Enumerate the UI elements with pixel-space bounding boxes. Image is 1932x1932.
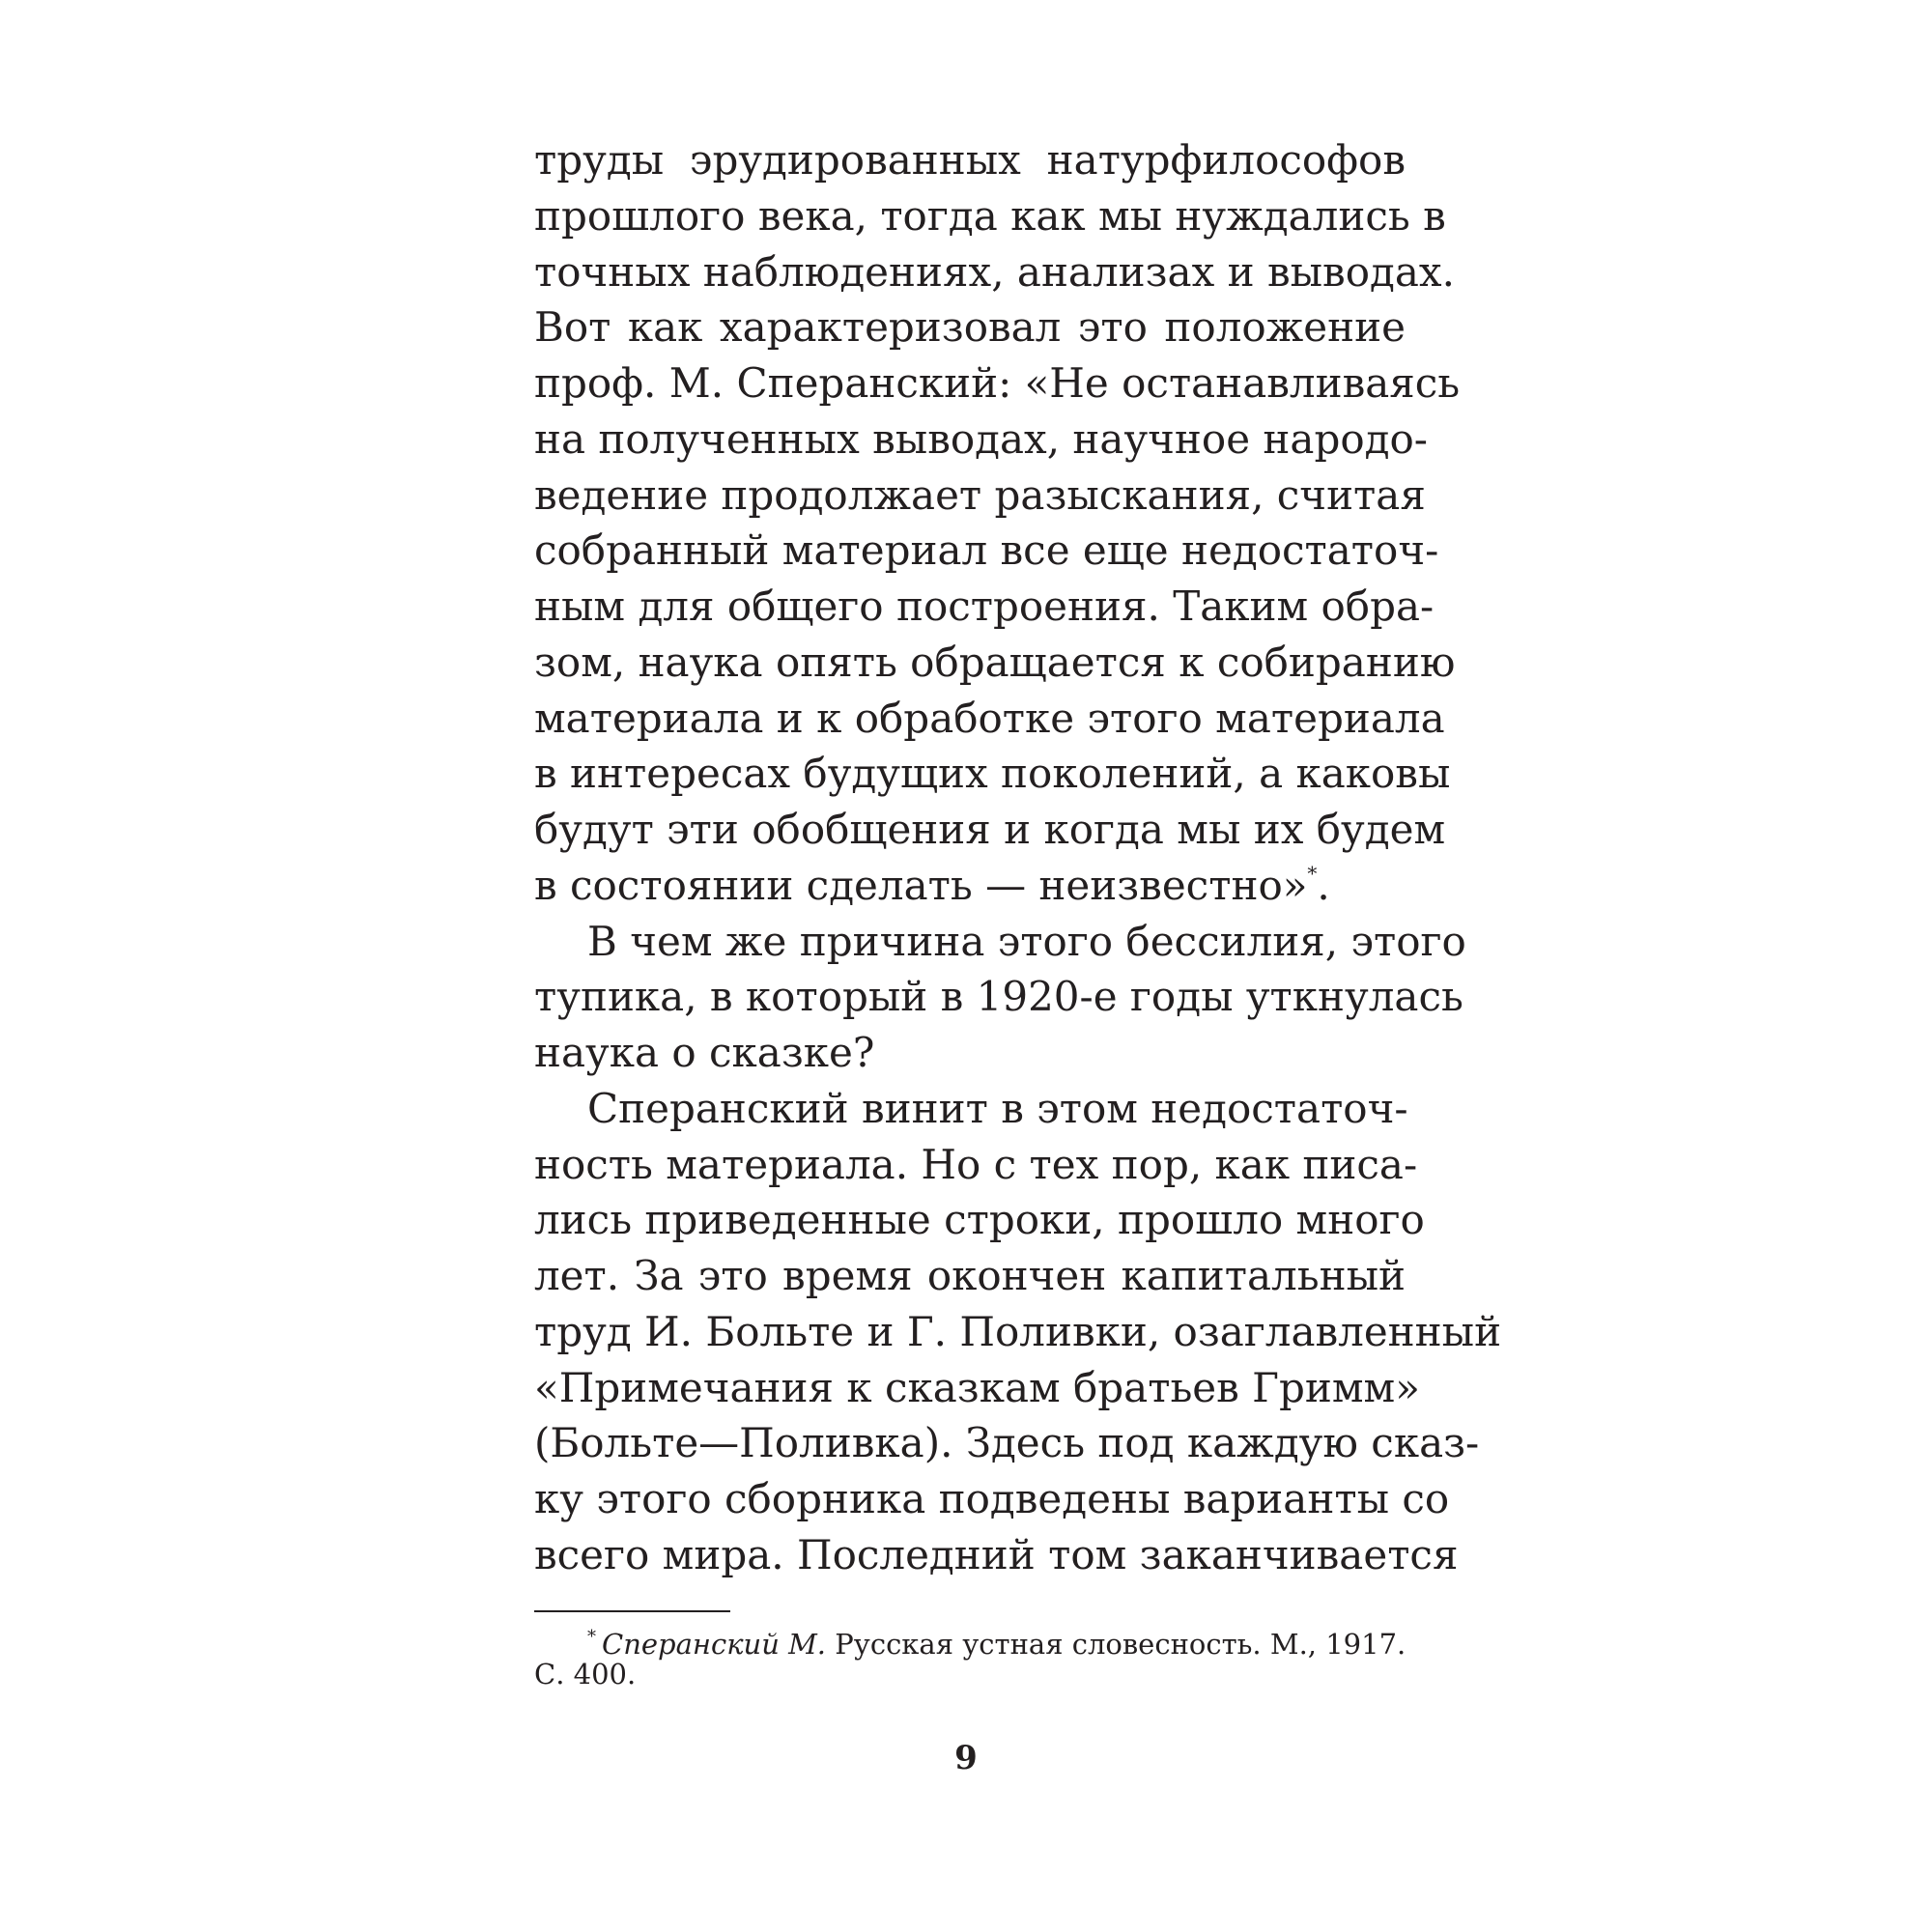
text-line: ность материала. Но с тех пор, как писа- bbox=[534, 1141, 1418, 1188]
text-line: лет. За это время окончен капитальный bbox=[534, 1252, 1406, 1299]
text-line: наука о сказке? bbox=[534, 1029, 875, 1076]
text-line: будут эти обобщения и когда мы их будем bbox=[534, 806, 1446, 853]
text-line: ным для общего построения. Таким обра- bbox=[534, 582, 1435, 630]
footnote-line: С. 400. bbox=[534, 1658, 637, 1690]
text-line-content: в состоянии сделать — неизвестно» bbox=[534, 862, 1308, 909]
text-line: собранный материал все еще недостаточ- bbox=[534, 526, 1439, 574]
footnote-author: Сперанский М. bbox=[602, 1628, 827, 1661]
text-line: Вот как характеризовал это положение bbox=[534, 303, 1406, 351]
closing-punctuation: . bbox=[1317, 862, 1330, 909]
text-line: на полученных выводах, научное народо- bbox=[534, 415, 1428, 463]
text-line: тупика, в который в 1920-е годы уткнулась bbox=[534, 973, 1463, 1020]
paragraph-first-line: Сперанский винит в этом недостаточ- bbox=[587, 1085, 1408, 1132]
text-line: материала и к обработке этого материала bbox=[534, 695, 1445, 742]
text-line-with-footnote-ref bbox=[534, 858, 1406, 914]
text-line: (Больте—Поливка). Здесь под каждую сказ- bbox=[534, 1419, 1480, 1466]
text-line: лись приведенные строки, прошло много bbox=[534, 1196, 1425, 1243]
text-line: проф. М. Сперанский: «Не останавливаясь bbox=[534, 359, 1461, 407]
text-line: прошлого века, тогда как мы нуждались в bbox=[534, 192, 1446, 240]
text-line: труд И. Больте и Г. Поливки, озаглавленный bbox=[534, 1308, 1502, 1355]
footnote-separator bbox=[534, 1610, 730, 1612]
text-line: всего мира. Последний том заканчивается bbox=[534, 1531, 1459, 1578]
text-line: труды эрудированных натурфилософов bbox=[534, 136, 1406, 184]
text-line: ку этого сборника подведены варианты со bbox=[534, 1475, 1450, 1522]
text-line: «Примечания к сказкам братьев Гримм» bbox=[534, 1364, 1420, 1411]
text-line: зом, наука опять обращается к собиранию bbox=[534, 639, 1456, 686]
footnote-line bbox=[587, 1618, 1406, 1661]
footnote-reference: * bbox=[1307, 862, 1318, 885]
text-line: ведение продолжает разыскания, считая bbox=[534, 471, 1426, 519]
text-line: точных наблюдениях, анализах и выводах. bbox=[534, 248, 1455, 296]
page-number: 9 bbox=[954, 1739, 978, 1777]
footnote-marker: * bbox=[587, 1627, 596, 1647]
footnote-citation: Русская устная словесность. М., 1917. bbox=[835, 1628, 1406, 1661]
paragraph-first-line: В чем же причина этого бессилия, этого bbox=[587, 918, 1466, 965]
text-line: в интересах будущих поколений, а каковы bbox=[534, 750, 1451, 797]
